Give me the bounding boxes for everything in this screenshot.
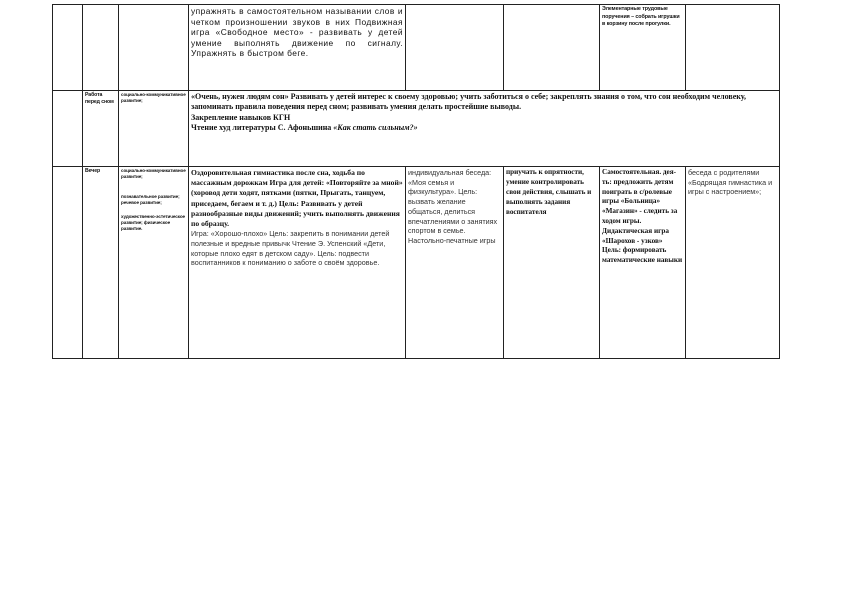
cell-areas (119, 91, 189, 167)
cell-period (83, 167, 119, 359)
evening-individual: индивидуальная беседа: «Моя семья и физкультура». Цель: вызвать желание общаться, делиться впечатлениями о занятиях спортом в семье. Настольно-печатные игры (408, 168, 498, 245)
cell-independent (600, 167, 686, 359)
cell-individual-empty (406, 5, 504, 91)
cell-empty (53, 91, 83, 167)
plan-table (52, 4, 780, 359)
educational-areas: социально-коммуникативное развитие; (121, 92, 186, 103)
labor-assignment-text: Элементарные трудовые поручения – собрать игрушки в корзину после прогулки. (602, 6, 680, 28)
group-activities-text: упражнять в самостоятельном назывании слов и четком произношении звуков в них Подвижная игра «Свободное место» - развивать у детей умение выполнять движение по сигналу. Упражнять в быстром беге. (191, 6, 403, 59)
cell-areas (119, 167, 189, 359)
evening-parents: беседа с родителями «Бодрящая гимнастика и игры с настроением»; (688, 168, 773, 197)
sleep-topic-text: «Очень, нужен людям сон» Развивать у детей интерес к своему здоровью; учить заботиться о себе; закреплять знания о том, что сон необходим человеку, запоминать правила поведения перед сном; развивать умения делать простейшие выводы. (191, 92, 746, 112)
cell-regime-empty (504, 5, 600, 91)
row-evening (53, 167, 780, 359)
kgn-text: Закрепление навыков КГН (191, 112, 291, 122)
reading-prefix: Чтение худ литературы С. Афоньшина (191, 122, 334, 132)
cell-group-activities (189, 167, 406, 359)
cell-parents (686, 167, 780, 359)
evening-independent: Самостоятельная. дея-ть: предложить детям поиграть в с/ролевые игры «Больница» «Магазин» - следить за ходом игры. Дидактическая игра «Шарохов - узков» Цель: формировать математические навыки (602, 168, 683, 265)
cell-empty (53, 167, 83, 359)
evening-group-main: Оздоровительная гимнастика после сна, ходьба по массажным дорожкам Игра для детей: «Повторяйте за мной» (хоровод дети ходят, пятками (пятки, Прыгать, танцуем, приседаем, бегаем и т. д.) Цель: Развивать у детей разнообразные виды движений; учить выполнять движения по образцу. (191, 168, 403, 229)
cell-regime (504, 167, 600, 359)
row-work-before-sleep (53, 91, 780, 167)
cell-parents-empty (686, 5, 780, 91)
area-art-physical: художественно-эстетическое развитие; физическое развитие. (121, 214, 185, 231)
area-cognitive-speech: познавательное развитие; речевое развитие; (121, 194, 180, 205)
cell-areas-empty (119, 5, 189, 91)
cell-period (83, 91, 119, 167)
cell-labor (600, 5, 686, 91)
reading-title: «Как стать сильным?» (333, 122, 418, 132)
reading-text (191, 123, 777, 133)
evening-regime: приучать к опрятности, умение контролировать свои действия, слышать и выполнять задания воспитателя (506, 168, 592, 216)
cell-sleep-content (189, 91, 780, 167)
area-social: социально-коммуникативное развитие; (121, 168, 186, 179)
evening-group-extra: Игра: «Хорошо-плохо» Цель: закрепить в понимании детей полезные и вредные привычк Чтение Э. Успенский «Дети, которые плохо едят в детском саду». Цель: подвести воспитанников к пониманию о заботе о своём здоровье. (191, 229, 390, 268)
cell-period-empty (83, 5, 119, 91)
period-label: Работа перед сном (85, 92, 114, 106)
cell-individual (406, 167, 504, 359)
period-label: Вечер (85, 168, 101, 174)
cell-group-activities (189, 5, 406, 91)
cell-empty (53, 5, 83, 91)
row-continuation (53, 5, 780, 91)
